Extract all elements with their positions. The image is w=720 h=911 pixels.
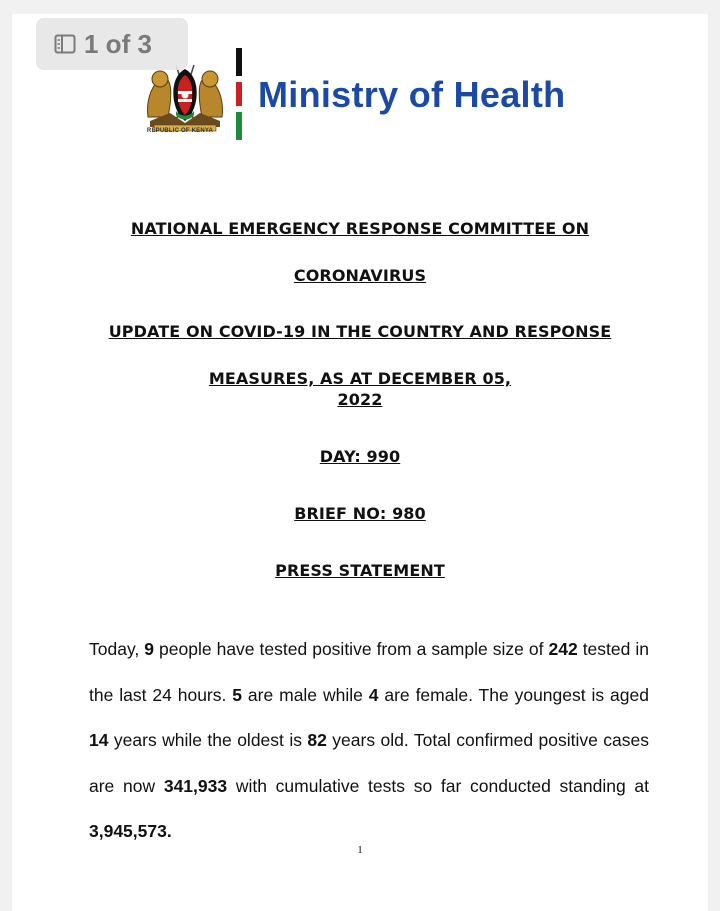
coat-caption: REPUBLIC OF KENYA [146, 128, 214, 134]
page-number: 1 [357, 844, 363, 856]
female-count: 4 [368, 684, 379, 705]
press-statement-title: PRESS STATEMENT [275, 561, 445, 580]
heading-line-4: MEASURES, AS AT DECEMBER 05, [208, 369, 512, 388]
sample-size: 242 [548, 639, 578, 659]
page-indicator-text: 1 of 3 [84, 28, 152, 59]
statement-paragraph: Today, 9 people have tested positive from a sample size of 242 tested in the last 24 hours. 5 are male while 4 are female. The youngest is aged 14 years while the oldest is 82 years old. Total confirmed positive cases are now 341,933 with cumulative tests so far conducted standing at 3,945,573. [89, 639, 650, 841]
kenya-flag-bar-icon [236, 48, 242, 140]
heading-line-2: CORONAVIRUS [293, 266, 427, 285]
page-indicator-badge [36, 18, 188, 70]
total-cases: 341,933 [163, 775, 228, 796]
heading-line-5: 2022 [337, 390, 383, 409]
heading-line-3: UPDATE ON COVID-19 IN THE COUNTRY AND RESPONSE [108, 322, 612, 341]
positive-count: 9 [144, 639, 155, 659]
cumulative-tests: 3,945,573. [89, 821, 172, 841]
heading-line-1: NATIONAL EMERGENCY RESPONSE COMMITTEE ON [130, 219, 590, 238]
day-number: DAY: 990 [319, 447, 401, 466]
page-icon [54, 33, 76, 55]
ministry-title: Ministry of Health [258, 74, 566, 115]
oldest-age: 82 [307, 730, 327, 750]
youngest-age: 14 [89, 730, 109, 750]
male-count: 5 [232, 684, 243, 705]
brief-number: BRIEF NO: 980 [294, 504, 426, 523]
